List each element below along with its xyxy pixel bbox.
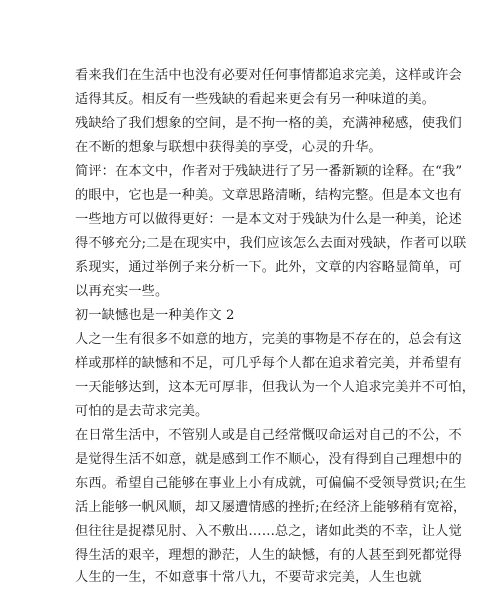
text-line: 活上能够一帆风顺，却又屡遭情感的挫折;在经济上能够稍有宽裕， xyxy=(75,500,467,515)
text-line: 的眼中，它也是一种美。文章思路清晰，结构完整。但是本文也有 xyxy=(75,188,462,203)
text-line: 系现实，通过举例子来分析一下。此外，文章的内容略显简单，可 xyxy=(75,260,462,275)
text-line: 一些地方可以做得更好：一是本文对于残缺为什么是一种美，论述 xyxy=(75,212,462,227)
text-line: 看来我们在生活中也没有必要对任何事情都追求完美，这样或许会 xyxy=(75,68,462,83)
section-heading: 初一缺憾也是一种美作文 2 xyxy=(75,308,235,323)
text-line: 适得其反。相反有一些残缺的看起来更会有另一种味道的美。 xyxy=(75,92,436,107)
text-line: 以再充实一些。 xyxy=(75,284,169,299)
text-line-partial: 人生的一生，不如意事十常八九，不要苛求完美，人生也就 xyxy=(75,570,422,585)
text-line: 在不断的想象与联想中获得美的享受，心灵的升华。 xyxy=(75,140,382,155)
text-line: 但往往是捉襟见肘、入不敷出……总之，诸如此类的不幸，让人觉 xyxy=(75,524,462,539)
text-line: 人之一生有很多不如意的地方，完美的事物是不存在的，总会有这 xyxy=(75,332,462,347)
text-line: 残缺给了我们想象的空间，是不拘一格的美，充满神秘感，使我们 xyxy=(75,116,462,131)
text-line: 可怕的是去苛求完美。 xyxy=(75,404,209,419)
text-line: 在日常生活中，不管别人或是自己经常慨叹命运对自己的不公，不 xyxy=(75,428,462,443)
text-line: 是觉得生活不如意，就是感到工作不顺心，没有得到自己理想中的 xyxy=(75,452,462,467)
text-line: 简评：在本文中，作者对于残缺进行了另一番新颖的诠释。在“我” xyxy=(75,164,463,179)
text-line: 得不够充分;二是在现实中，我们应该怎么去面对残缺，作者可以联 xyxy=(75,236,467,251)
text-line: 一天能够达到，这本无可厚非，但我认为一个人追求完美并不可怕， xyxy=(75,380,476,395)
text-line: 东西。希望自己能够在事业上小有成就，可偏偏不受领导赏识;在生 xyxy=(75,476,467,491)
text-line: 样或那样的缺憾和不足，可几乎每个人都在追求着完美，并希望有 xyxy=(75,356,462,371)
text-line: 得生活的艰辛，理想的渺茫，人生的缺憾，有的人甚至到死都觉得 xyxy=(75,548,462,563)
